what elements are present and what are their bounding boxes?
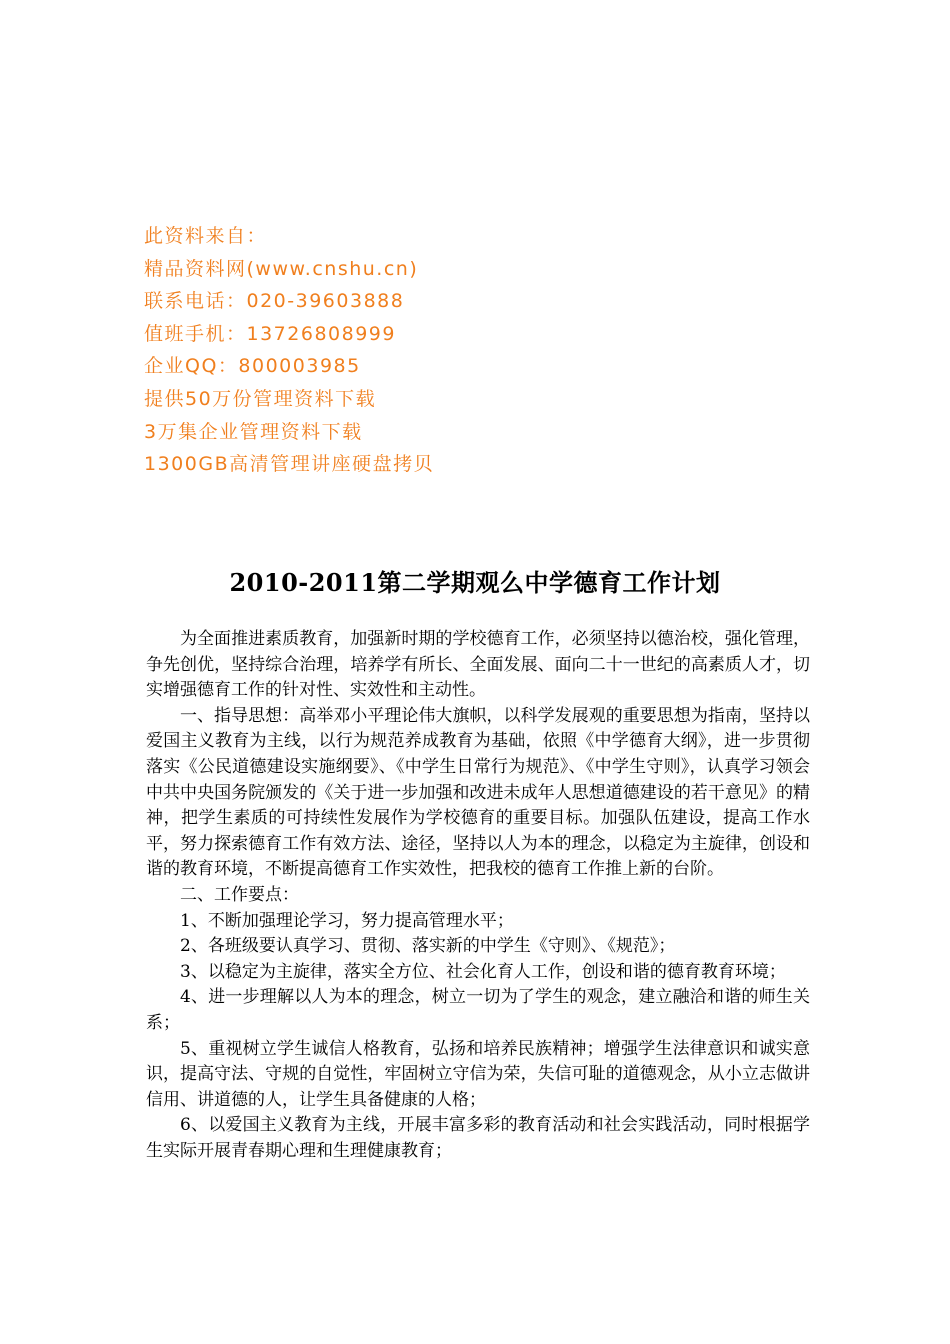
paragraph-item: 3、以稳定为主旋律，落实全方位、社会化育人工作，创设和谐的德育教育环境； bbox=[180, 961, 786, 982]
source-line-website: 精品资料网(www.cnshu.cn) bbox=[144, 257, 419, 280]
paragraph-item: 1、不断加强理论学习，努力提高管理水平； bbox=[180, 910, 514, 931]
document-title: 2010-2011第二学期观么中学德育工作计划 bbox=[229, 568, 721, 597]
source-line-qq: 企业QQ：800003985 bbox=[144, 355, 361, 378]
paragraph-item: 4、进一步理解以人为本的理念，树立一切为了学生的观念，建立融洽和谐的师生关系； bbox=[146, 987, 810, 1033]
document-body bbox=[146, 627, 810, 1164]
paragraph-item: 5、重视树立学生诚信人格教育，弘扬和培养民族精神；增强学生法律意识和诚实意识，提高守法、守规的自觉性，牢固树立守信为荣，失信可耻的道德观念，从小立志做讲信用、讲道德的人，让学生具备健康的人格； bbox=[146, 1038, 810, 1110]
paragraph-guiding-thought: 一、指导思想：高举邓小平理论伟大旗帜，以科学发展观的重要思想为指南，坚持以爱国主义教育为主线，以行为规范养成教育为基础，依照《中学德育大纲》，进一步贯彻落实《公民道德建设实施纲要》、《中学生日常行为规范》、《中学生守则》，认真学习领会中共中央国务院颁发的《关于进一步加强和改进未成年人思想道德建设的若干意见》的精神，把学生素质的可持续性发展作为学校德育的重要目标。加强队伍建设，提高工作水平，努力探索德育工作有效方法、途径，坚持以人为本的理念，以稳定为主旋律，创设和谐的教育环境，不断提高德育工作实效性，把我校的德育工作推上新的台阶。 bbox=[146, 705, 810, 880]
paragraph-item: 6、以爱国主义教育为主线，开展丰富多彩的教育活动和社会实践活动，同时根据学生实际开展青春期心理和生理健康教育； bbox=[146, 1115, 810, 1161]
source-line: 此资料来自： bbox=[144, 225, 268, 247]
source-line: 1300GB高清管理讲座硬盘拷贝 bbox=[144, 453, 435, 476]
paragraph-item: 2、各班级要认真学习、贯彻、落实新的中学生《守则》、《规范》； bbox=[180, 936, 676, 957]
paragraph-heading-key-points: 二、工作要点： bbox=[180, 884, 299, 905]
source-line: 提供50万份管理资料下载 bbox=[144, 387, 377, 410]
paragraph-intro: 为全面推进素质教育，加强新时期的学校德育工作，必须坚持以德治校，强化管理，争先创优，坚持综合治理，培养学有所长、全面发展、面向二十一世纪的高素质人才，切实增强德育工作的针对性、实效性和主动性。 bbox=[146, 629, 810, 701]
source-info-block bbox=[144, 220, 664, 481]
source-line-phone: 联系电话：020-39603888 bbox=[144, 290, 405, 313]
source-line-mobile: 值班手机：13726808999 bbox=[144, 322, 396, 345]
source-line: 3万集企业管理资料下载 bbox=[144, 420, 363, 443]
